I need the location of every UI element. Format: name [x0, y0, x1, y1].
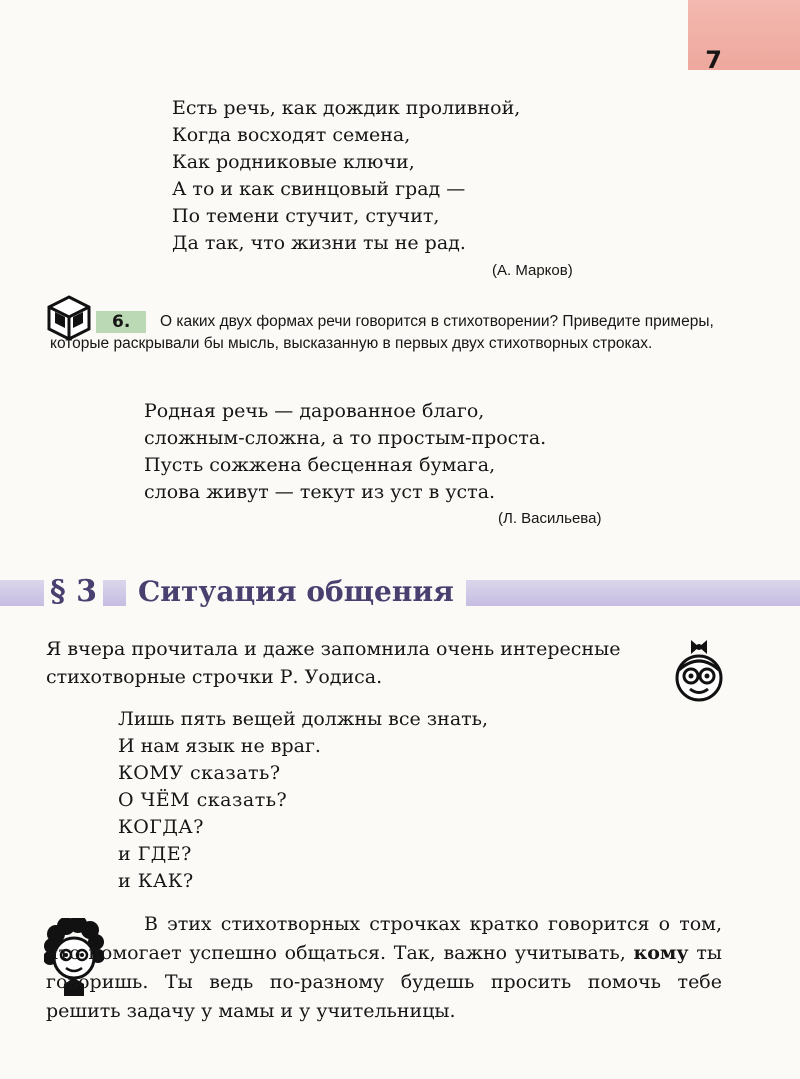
poem-author: (А. Марков) [492, 262, 573, 279]
poem-uodis [118, 706, 488, 895]
poem-line: И нам язык не враг. [118, 735, 321, 757]
section-number: § 3 [44, 572, 103, 612]
task-text: О каких двух формах речи говорится в стихотворении? Приведите примеры, которые раскрывали бы мысль, высказанную в первых двух стихотворных строках. [50, 313, 714, 352]
poem-line: Есть речь, как дождик проливной, [172, 97, 521, 119]
poem-markov [172, 95, 520, 257]
poem-line: и КАК? [118, 870, 194, 892]
poem-line: Да так, что жизни ты не рад. [172, 232, 466, 254]
poem-line: А то и как свинцовый град — [172, 178, 466, 200]
poem-line: КОГДА? [118, 816, 204, 838]
poem-author: (Л. Васильева) [498, 510, 602, 527]
poem-line: слова живут — текут из уст в уста. [144, 481, 496, 503]
intro-text: Я вчера прочитала и даже запомнила очень интересные стихотворные строчки Р. Уодиса. [46, 638, 621, 688]
poem-line: О ЧЁМ сказать? [118, 789, 288, 811]
poem-line: Как родниковые ключи, [172, 151, 415, 173]
section-title: Ситуация общения [126, 572, 466, 612]
explanation-paragraph [46, 910, 722, 1026]
paragraph-text: В этих стихотворных строчках кратко говорится о том, что помогает успешно общаться. Так, важно учитывать, [46, 913, 722, 964]
poem-line: и ГДЕ? [118, 843, 192, 865]
poem-line: КОМУ сказать? [118, 762, 281, 784]
page-number: 7 [705, 46, 722, 74]
poem-vasilyeva [144, 398, 546, 506]
girl-character-icon [673, 634, 725, 706]
poem-line: Лишь пять вещей должны все знать, [118, 708, 489, 730]
paragraph-emphasis: кому [633, 942, 689, 964]
paragraph-text: ты говоришь. Ты ведь по-разному будешь просить помочь тебе решить задачу у мамы и у учительницы. [46, 942, 722, 1022]
poem-line: Когда восходят семена, [172, 124, 411, 146]
poem-line: По темени стучит, стучит, [172, 205, 440, 227]
poem-line: Пусть сожжена бесценная бумага, [144, 454, 496, 476]
poem-line: сложным-сложна, а то простым-проста. [144, 427, 547, 449]
poem-line: Родная речь — дарованное благо, [144, 400, 485, 422]
task-number: 6. [96, 311, 146, 333]
